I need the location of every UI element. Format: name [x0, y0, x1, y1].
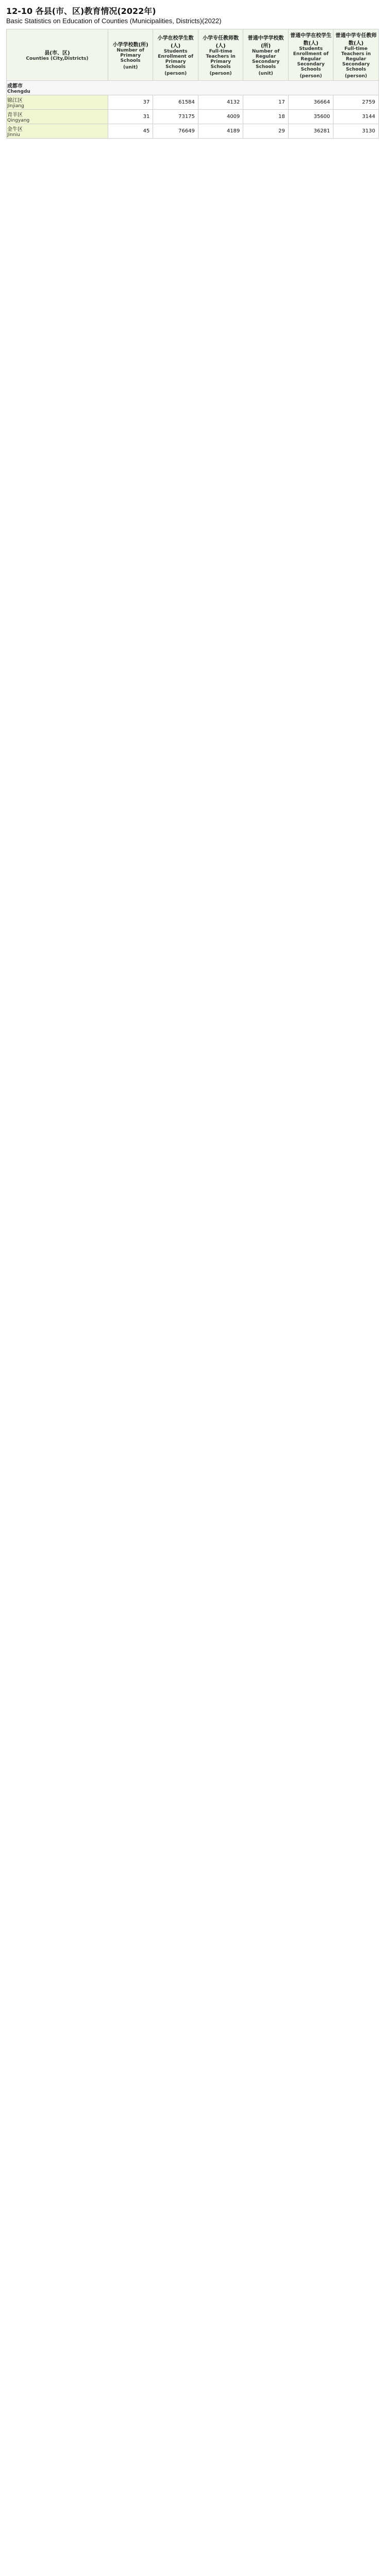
value-cell-5: 36664 — [288, 95, 333, 110]
value-cell-1: 45 — [108, 124, 153, 139]
page-title: 12-10 各县(市、区)教育情况(2022年) — [6, 6, 156, 16]
education-table — [6, 29, 379, 139]
county-name-cn: 锦江区 — [7, 98, 23, 104]
county-name-en: Qingyang — [7, 118, 30, 123]
column-header-secondary-schools: 普通中学学校数(所) Number of Regular Secondary Schools (unit) — [243, 29, 289, 81]
group-name-cn: 成都市 — [7, 83, 23, 89]
value-cell-5: 35600 — [288, 110, 333, 124]
value-cell-6: 3130 — [333, 124, 379, 139]
value-cell-2: 61584 — [153, 95, 198, 110]
value-cell-3: 4189 — [198, 124, 243, 139]
column-header-secondary-teachers: 普通中学专任教师数(人) Full-time Teachers in Regular Secondary Schools (person) — [333, 29, 379, 81]
county-name-en: Jinniu — [7, 132, 20, 138]
value-cell-4: 18 — [243, 110, 289, 124]
column-header-primary-schools: 小学学校数(所) Number of Primary Schools (unit) — [108, 29, 153, 81]
column-header-county: 县(市、区) Counties (City,Districts) — [7, 29, 108, 81]
value-cell-5: 36281 — [288, 124, 333, 139]
value-cell-6: 2759 — [333, 95, 379, 110]
value-cell-1: 31 — [108, 110, 153, 124]
table-row — [7, 95, 379, 110]
column-header-primary-students: 小学在校学生数(人) Students Enrollment of Primary Schools (person) — [153, 29, 198, 81]
column-header-primary-teachers: 小学专任教师数(人) Full-time Teachers in Primary Schools (person) — [198, 29, 243, 81]
county-name-cell — [7, 95, 108, 110]
value-cell-1: 37 — [108, 95, 153, 110]
value-cell-2: 73175 — [153, 110, 198, 124]
value-cell-3: 4132 — [198, 95, 243, 110]
county-name-cn: 金牛区 — [7, 127, 23, 132]
value-cell-2: 76649 — [153, 124, 198, 139]
county-name-cell — [7, 110, 108, 124]
column-header-secondary-students: 普通中学在校学生数(人) Students Enrollment of Regular Secondary Schools (person) — [288, 29, 333, 81]
county-name-cn: 青羊区 — [7, 112, 23, 118]
county-name-en: Jinjiang — [7, 104, 24, 109]
value-cell-3: 4009 — [198, 110, 243, 124]
table-row — [7, 124, 379, 139]
value-cell-4: 17 — [243, 95, 289, 110]
page-subtitle: Basic Statistics on Education of Counties (Municipalities, Districts)(2022) — [6, 17, 222, 25]
table-header-row — [7, 29, 379, 81]
document-filler — [6, 139, 379, 2405]
group-name-cell — [7, 81, 379, 95]
county-name-cell — [7, 124, 108, 139]
table-group-row — [7, 81, 379, 95]
group-name-en: Chengdu — [7, 89, 30, 94]
value-cell-6: 3144 — [333, 110, 379, 124]
table-body — [7, 81, 379, 139]
table-row — [7, 110, 379, 124]
value-cell-4: 29 — [243, 124, 289, 139]
